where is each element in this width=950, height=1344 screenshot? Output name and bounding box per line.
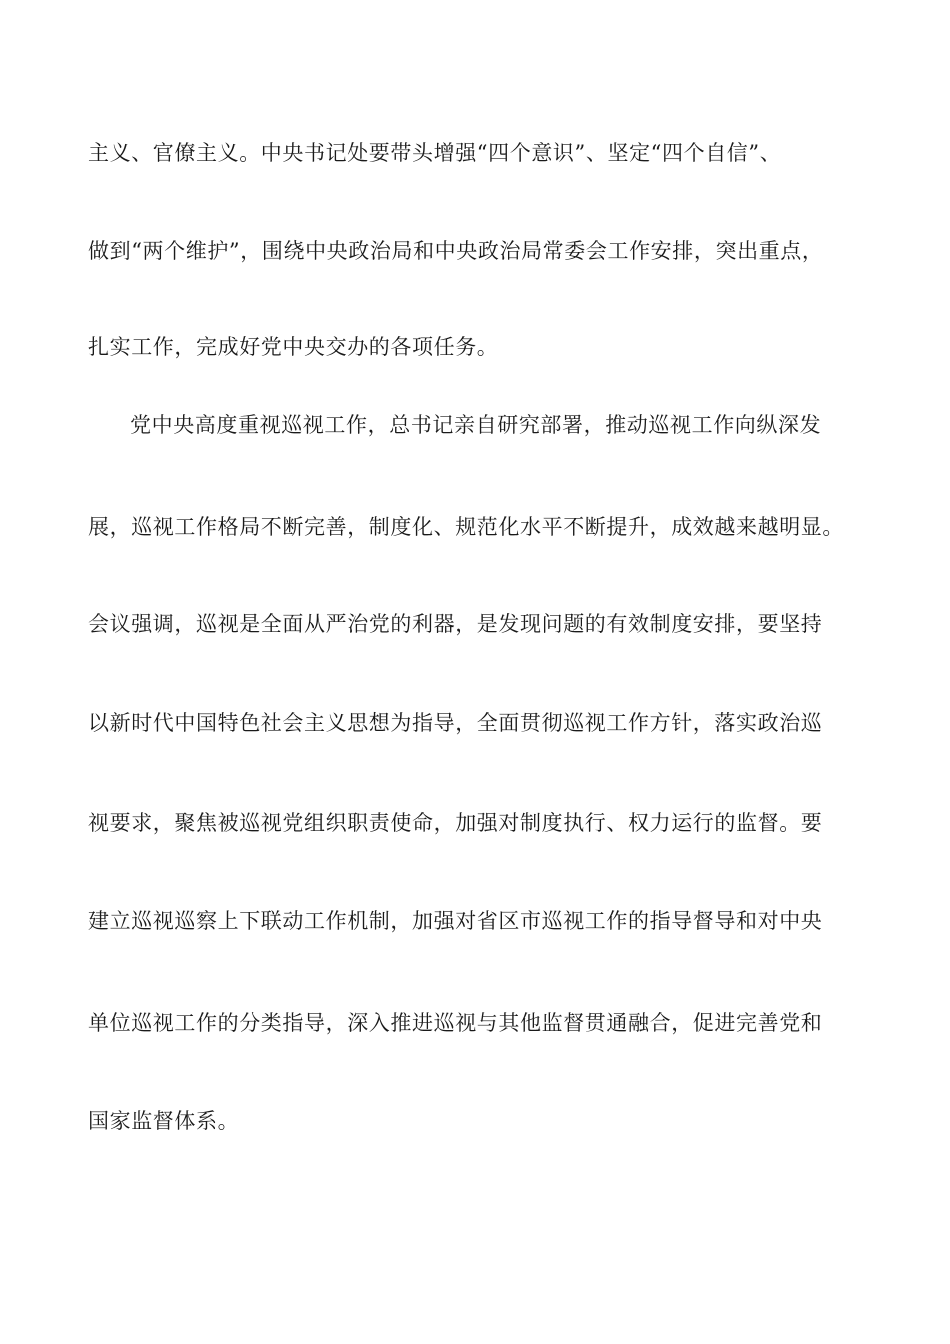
text-line: 扎实工作，完成好党中央交办的各项任务。 [88,335,499,359]
text-line: 建立巡视巡察上下联动工作机制，加强对省区市巡视工作的指导督导和对中央 [88,909,823,933]
text-line: 展，巡视工作格局不断完善，制度化、规范化水平不断提升，成效越来越明显。 [88,515,844,539]
text-line: 单位巡视工作的分类指导，深入推进巡视与其他监督贯通融合，促进完善党和 [88,1011,823,1035]
text-line: 以新时代中国特色社会主义思想为指导，全面贯彻巡视工作方针，落实政治巡 [88,711,823,735]
text-line: 主义、官僚主义。中央书记处要带头增强“四个意识”、坚定“四个自信”、 [88,141,782,165]
text-line: 国家监督体系。 [88,1109,240,1133]
text-line: 会议强调，巡视是全面从严治党的利器，是发现问题的有效制度安排，要坚持 [88,612,823,636]
paragraph-first-line: 党中央高度重视巡视工作，总书记亲自研究部署，推动巡视工作向纵深发 [130,413,822,437]
text-line: 做到“两个维护”，围绕中央政治局和中央政治局常委会工作安排，突出重点， [88,239,824,263]
text-line: 视要求，聚焦被巡视党组织职责使命，加强对制度执行、权力运行的监督。要 [88,811,823,835]
